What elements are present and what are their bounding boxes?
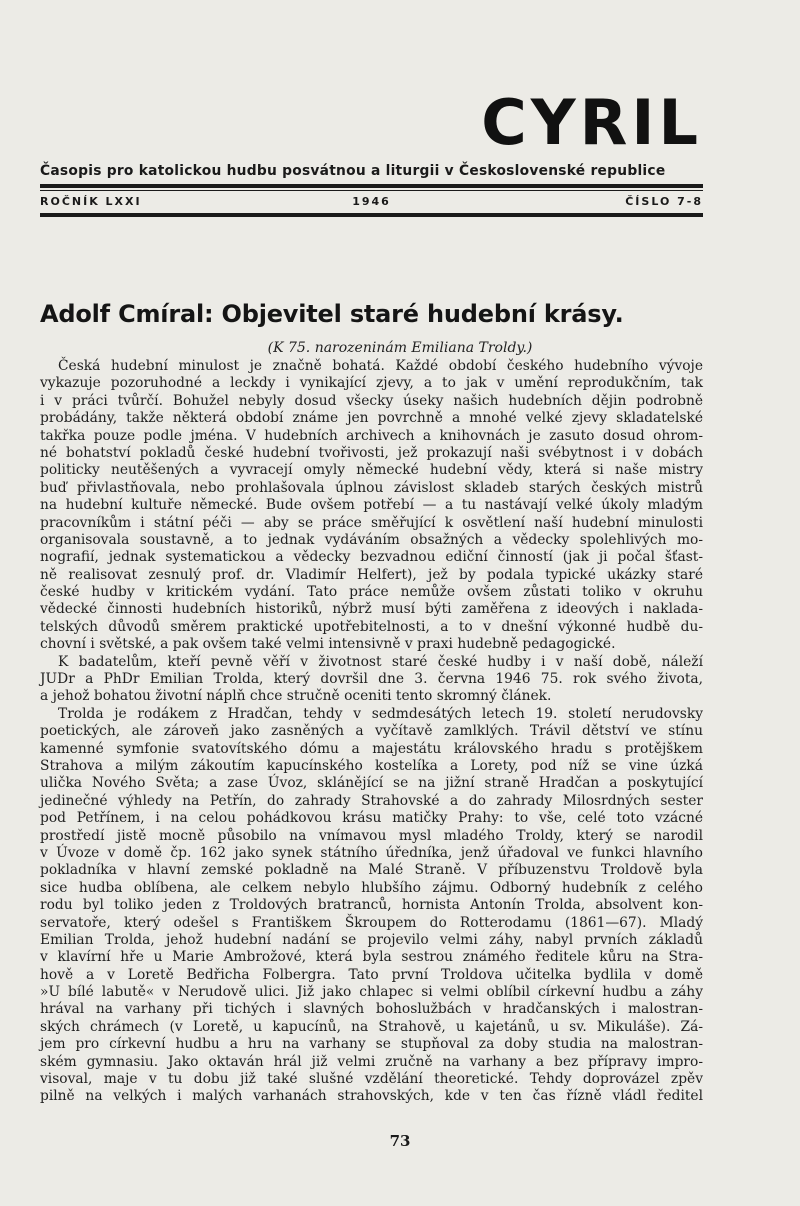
body-line: jem pro církevní hudbu a hru na varhany se stupňoval za doby studia na malostran-	[40, 1036, 703, 1053]
body-line: sice hudba oblíbena, ale celkem nebylo hlubšího zájmu. Odborný hudebník z celého	[40, 879, 703, 896]
body-line: poetických, ale zároveň jako zasněných a vyčítavě zamlklých. Trávil dětství ve stínu	[40, 723, 703, 740]
body-line: takřka pouze podle jména. V hudebních archivech a knihovnách je zasuto dosud ohrom-	[40, 427, 703, 444]
header-rule-top	[40, 184, 703, 191]
body-line: pracovníkům i státní péči — aby se práce směřující k osvětlení naší hudební minulosti	[40, 514, 703, 531]
body-line: vědecké činnosti hudebních historiků, nýbrž musí býti zaměřena z ideových i naklada-	[40, 601, 703, 618]
body-line: ulička Nového Světa; a zase Úvoz, sklánějící se na jižní straně Hradčan a poskytující	[40, 775, 703, 792]
article-body	[40, 358, 703, 1106]
journal-subtitle: Časopis pro katolickou hudbu posvátnou a liturgii v Československé republice	[40, 163, 666, 179]
body-line: Emilian Trolda, jehož hudební nadání se projevilo velmi záhy, nabyl prvních základů	[40, 931, 703, 948]
body-line: nografií, jednak systematickou a vědecky bezvadnou ediční činností (jak ji počal šťast-	[40, 549, 703, 566]
body-line: pokladníka v hlavní zemské pokladně na Malé Straně. V příbuzenstvu Troldově byla	[40, 862, 703, 879]
journal-title: CYRIL	[481, 86, 702, 159]
body-line: hrával na varhany při tichých i slavných bohoslužbách v hradčanských i malostran-	[40, 1001, 703, 1018]
body-line: organisovala soustavně, a to jednak vydáváním obsažných a vědecky spolehlivých mo-	[40, 531, 703, 548]
body-line: v klavírní hře u Marie Ambrožové, která byla sestrou známého ředitele kůru na Stra-	[40, 949, 703, 966]
article-title: Adolf Cmíral: Objevitel staré hudební krásy.	[40, 300, 624, 328]
body-line: Strahova a milým zákoutím kapucínského kostelíka a Lorety, pod níž se vine úzká	[40, 757, 703, 774]
body-line: na hudební kultuře německé. Bude ovšem potřebí — a tu nastávají velké úkoly mladým	[40, 497, 703, 514]
body-line: české hudby v kritickém vydání. Tato práce nemůže ovšem zůstati toliko v okruhu	[40, 584, 703, 601]
body-line: hově a v Loretě Bedřicha Folbergra. Tato první Troldova učitelka bydlila v domě	[40, 966, 703, 983]
body-line: jedinečné výhledy na Petřín, do zahrady Strahovské a do zahrady Milosrdných sester	[40, 792, 703, 809]
body-line: Trolda je rodákem z Hradčan, tehdy v sedmdesátých letech 19. století nerudovsky	[58, 705, 703, 722]
body-line: kamenné symfonie svatovítského dómu a majestátu královského hradu s protějškem	[40, 740, 703, 757]
body-line: pilně na velkých i malých varhanách strahovských, kde v ten čas řízně vládl ředitel	[40, 1088, 703, 1105]
issue-number: ČÍSLO 7-8	[625, 195, 703, 208]
body-line: pod Petřínem, i na celou pohádkovou krásu matičky Prahy: to vše, celé toto vzácné	[40, 810, 703, 827]
body-line: JUDr a PhDr Emilian Trolda, který dovršil dne 3. června 1946 75. rok svého života,	[40, 671, 703, 688]
body-line: v Úvoze v domě čp. 162 jako synek státního úředníka, jenž úřadoval ve funkci hlavního	[40, 844, 703, 861]
body-line: prostředí jistě mocně působilo na vnímavou mysl mladého Troldy, který se narodil	[40, 827, 703, 844]
article-dedication: (K 75. narozeninám Emiliana Troldy.)	[267, 340, 533, 356]
body-line: a jehož bohatou životní náplň chce stručně oceniti tento skromný článek.	[40, 688, 552, 705]
body-line: visoval, maje v tu dobu již také slušné vzdělání theoretické. Tehdy doprovázel zpěv	[40, 1071, 703, 1088]
body-line: buď přivlastňovala, nebo prohlašovala úplnou závislost skladeb starých českých mistrů	[40, 479, 703, 496]
page-number: 73	[389, 1132, 411, 1150]
body-line: rodu byl toliko jeden z Troldových bratranců, hornista Antonín Trolda, absolvent kon-	[40, 897, 703, 914]
issue-year: 1946	[352, 195, 391, 208]
body-line: ských chrámech (v Loretě, u kapucínů, na Strahově, u kajetánů, u sv. Mikuláše). Zá-	[40, 1018, 703, 1035]
header-rule-bottom	[40, 213, 703, 217]
volume-label: ROČNÍK LXXI	[40, 195, 142, 208]
body-line: né bohatství pokladů české hudební tvořivosti, jež prokazují naši svébytnost i v dobách	[40, 444, 703, 461]
body-line: telských důvodů směrem praktické upotřebitelnosti, a to v dnešní výkonné hudbě du-	[40, 618, 703, 635]
body-line: i v práci tvůrčí. Bohužel nebyly dosud všecky úseky našich hudebních dějin podrobně	[40, 392, 703, 409]
body-line: probádány, takže některá období známe jen povrchně a mnohé velké zjevy skladatelské	[40, 410, 703, 427]
body-line: vykazuje pozoruhodné a leckdy i vynikající zjevy, a to jak v umění reprodukčním, tak	[40, 375, 703, 392]
body-line: chovní i světské, a pak ovšem také velmi intensivně v praxi hudebně pedagogické.	[40, 636, 616, 653]
body-line: ně realisovat zesnulý prof. dr. Vladimír Helfert), jež by podala typické ukázky staré	[40, 566, 703, 583]
body-line: Česká hudební minulost je značně bohatá. Každé období českého hudebního vývoje	[58, 358, 703, 374]
body-line: K badatelům, kteří pevně věří v životnost staré české hudby i v naší době, náleží	[58, 653, 703, 670]
issue-info-row	[40, 195, 703, 211]
body-line: ském gymnasiu. Jako oktaván hrál již velmi zručně na varhany a bez přípravy impro-	[40, 1053, 703, 1070]
body-line: »U bílé labutě« v Nerudově ulici. Již jako chlapec si velmi oblíbil církevní hudbu a záhy	[40, 984, 703, 1001]
body-line: politicky neutěšených a vyvracejí omyly německé hudební vědy, která si naše mistry	[40, 462, 703, 479]
body-line: servatoře, který odešel s Františkem Škroupem do Rotterodamu (1861—67). Mladý	[40, 914, 703, 931]
